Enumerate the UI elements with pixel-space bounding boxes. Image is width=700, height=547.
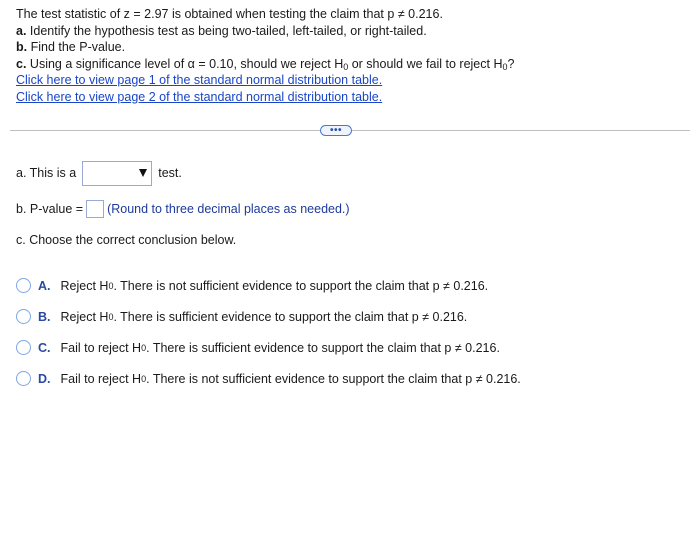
tail-type-dropdown[interactable]	[82, 161, 152, 186]
option-c-text-pre: Fail to reject H	[60, 340, 142, 355]
option-a-radio[interactable]	[16, 278, 31, 293]
problem-intro	[16, 6, 514, 23]
conclusion-options	[16, 270, 521, 394]
problem-part-a	[16, 23, 514, 40]
option-c[interactable]: C. Fail to reject H 0 . There is sufficient evidence to support the claim that p ≠ 0.216.	[16, 332, 521, 363]
option-c-text-post: . There is sufficient evidence to support the claim that p ≠ 0.216.	[146, 340, 500, 355]
part-c-label: c.	[16, 56, 27, 71]
option-a[interactable]: A. Reject H 0 . There is not sufficient evidence to support the claim that p ≠ 0.216.	[16, 270, 521, 301]
option-b-text-pre: Reject H	[60, 309, 109, 324]
answer-b-label: b. P-value =	[16, 202, 84, 216]
answer-a-label: a. This is a	[16, 166, 77, 180]
expand-button[interactable]: •••	[320, 125, 352, 136]
normal-table-page-1-link[interactable]: Click here to view page 1 of the standard normal distribution table.	[16, 73, 383, 87]
option-d-radio[interactable]	[16, 371, 31, 386]
option-a-text-post: . There is not sufficient evidence to support the claim that p ≠ 0.216.	[113, 278, 489, 293]
part-c-text-2: or should we fail to reject H	[348, 56, 503, 71]
part-b-text: Find the P-value.	[30, 40, 126, 54]
option-d-text-post: . There is not sufficient evidence to support the claim that p ≠ 0.216.	[146, 371, 521, 386]
part-a-label: a.	[16, 23, 27, 38]
part-c-text-1: Using a significance level of α = 0.10, should we reject H	[29, 56, 344, 71]
p-value-input[interactable]	[86, 200, 104, 218]
option-b-letter: B.	[38, 309, 51, 324]
normal-table-page-2-link[interactable]: Click here to view page 2 of the standard normal distribution table.	[16, 89, 383, 104]
option-a-letter: A.	[38, 278, 51, 293]
answer-a-row	[16, 160, 182, 186]
part-a-text: Identify the hypothesis test as being two-tailed, left-tailed, or right-tailed.	[29, 23, 427, 38]
dropdown-caret-icon	[139, 169, 147, 177]
problem-intro-value: 0.216.	[404, 7, 443, 21]
rounding-hint: (Round to three decimal places as needed.)	[107, 202, 350, 216]
option-d[interactable]: D. Fail to reject H 0 . There is not sufficient evidence to support the claim that p ≠ 0.216.	[16, 363, 521, 394]
problem-statement	[16, 6, 514, 105]
option-b-text-post: . There is sufficient evidence to support the claim that p ≠ 0.216.	[113, 309, 468, 324]
option-d-letter: D.	[38, 371, 51, 386]
option-a-text-pre: Reject H	[60, 278, 109, 293]
part-c-sub-2: 0	[502, 61, 508, 72]
part-c-text-3: ?	[507, 56, 515, 71]
option-d-text-pre: Fail to reject H	[60, 371, 142, 386]
problem-intro-text: The test statistic of z = 2.97 is obtained when testing the claim that p	[16, 7, 398, 21]
answer-a-suffix: test.	[158, 166, 182, 180]
problem-part-b	[16, 39, 514, 56]
option-c-letter: C.	[38, 340, 51, 355]
option-b-radio[interactable]	[16, 309, 31, 324]
answer-c-prompt: c. Choose the correct conclusion below.	[16, 233, 237, 247]
option-c-radio[interactable]	[16, 340, 31, 355]
part-c-sub-1: 0	[343, 61, 349, 72]
part-b-label: b.	[16, 40, 28, 54]
option-b[interactable]: B. Reject H 0 . There is sufficient evidence to support the claim that p ≠ 0.216.	[16, 301, 521, 332]
problem-part-c	[16, 56, 514, 73]
not-equal-symbol: ≠	[397, 7, 405, 21]
answer-b-row	[16, 200, 350, 218]
